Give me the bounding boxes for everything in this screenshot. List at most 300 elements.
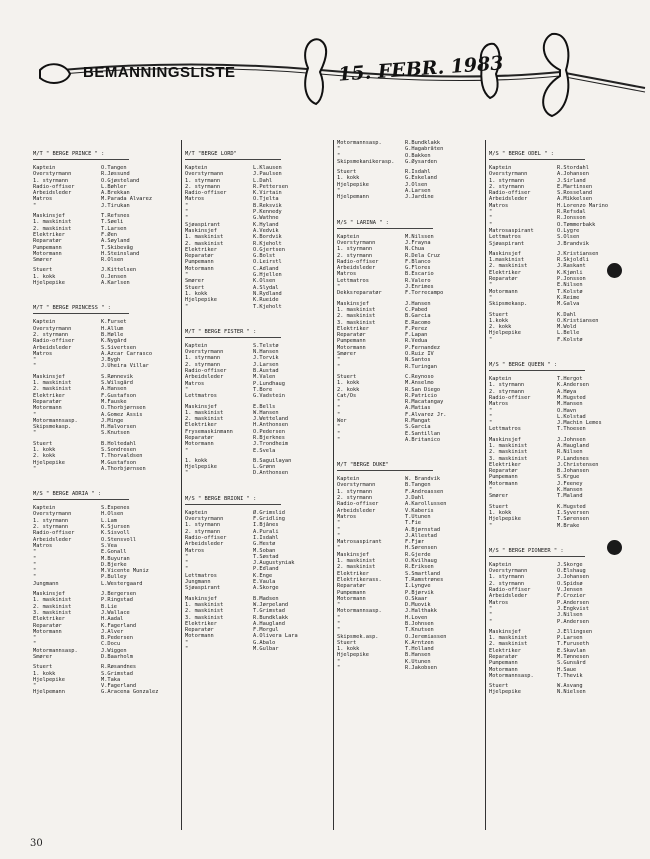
crew-name: S.Garcia	[405, 424, 431, 431]
crew-name: E.Vaula	[253, 579, 276, 586]
crew-role: Maskinsjef	[185, 227, 217, 234]
crew-name: B.Tangen	[405, 482, 431, 489]
crew-name: B.Pedersen	[101, 635, 133, 642]
crew-role: Arbeidsleder	[489, 196, 528, 203]
crew-role: Hjelpepike	[337, 181, 369, 188]
crew-name: E.Svela	[253, 447, 276, 454]
crew-role: "	[489, 522, 493, 529]
crew-name: B.Johnsen	[405, 621, 434, 627]
crew-name: J.Paulsen	[253, 171, 282, 178]
crew-group	[489, 437, 632, 500]
crew-group	[185, 165, 328, 310]
crew-name: P.Ringstad	[101, 597, 133, 604]
crew-role: Overstyrmann	[185, 171, 224, 178]
crew-role: Motormann	[337, 344, 366, 351]
crew-name: A.Karollussen	[405, 501, 447, 508]
crew-name: P.Edland	[253, 566, 279, 573]
crew-role: 2. maskinist	[489, 641, 528, 648]
crew-role: "	[33, 555, 37, 562]
crew-row	[185, 470, 328, 476]
crew-name: W.Asvang	[557, 683, 583, 690]
crew-role: Matros	[185, 547, 205, 554]
crew-group	[33, 267, 176, 286]
crew-role: 2. maskinist	[185, 608, 224, 615]
crew-name: R.Dela Cruz	[405, 252, 441, 259]
crew-role: "	[185, 566, 189, 573]
crew-name: T.Refsnes	[101, 213, 130, 220]
crew-name: E.Bells	[253, 403, 276, 410]
crew-role: Maskinsjef	[33, 373, 65, 380]
crew-role: Radio-offiser	[337, 258, 379, 265]
crew-role: 1. kokk	[185, 290, 208, 297]
crew-role: 1. styrmann	[33, 177, 69, 184]
crew-name: B.Austad	[253, 368, 279, 375]
crew-name: M.Hansen	[557, 401, 583, 408]
crew-group	[185, 343, 328, 400]
crew-role: Wer	[337, 417, 347, 424]
crew-name: F.Crozier	[557, 593, 586, 600]
crew-role: Overstyrmann	[33, 511, 72, 518]
crew-name: O.Jeremiassen	[405, 633, 447, 640]
crew-name: O.Gjertsen	[253, 246, 285, 253]
crew-name: N.Hansen	[253, 349, 279, 356]
crew-row	[33, 689, 176, 695]
crew-name: R.Skjoldli	[557, 257, 589, 264]
crew-role: Motormannsasp.	[489, 672, 534, 679]
crew-role: Motormann	[489, 480, 518, 487]
crew-name: D.Bjerke	[101, 561, 127, 568]
crew-group	[33, 505, 176, 587]
crew-name: B.Lie	[101, 603, 117, 610]
crew-name: K.Kjønli	[557, 269, 583, 276]
crew-role: Sjøaspirant	[489, 240, 525, 247]
crew-name: B.Holtedahl	[101, 440, 137, 447]
crew-group	[33, 441, 176, 472]
crew-group	[185, 404, 328, 454]
crew-row	[489, 689, 632, 695]
crew-name: J.Machin Lemes	[557, 420, 602, 427]
crew-row	[489, 673, 632, 679]
column-2	[185, 140, 328, 830]
crew-row	[489, 523, 632, 529]
crew-role: "	[33, 465, 37, 472]
crew-role: 1. maskinist	[489, 635, 528, 642]
crew-role: 2. maskinist	[337, 564, 376, 571]
crew-role: Arbeidsleder	[489, 593, 528, 600]
crew-role: Maskinsjef	[489, 436, 521, 443]
crew-role: "	[185, 560, 189, 567]
ship-title: M/T "BERGE LORD"	[185, 151, 281, 160]
crew-role: Hjelpepike	[489, 330, 521, 337]
crew-name: A.Haugland	[253, 620, 285, 627]
ship-title: M/S " BERGE BRIONI " :	[185, 496, 281, 505]
crew-name: K.Fagerland	[101, 622, 137, 629]
crew-name: O.Elshaug	[557, 568, 586, 575]
ship-section	[489, 140, 632, 343]
crew-role: Cat/Os	[337, 392, 357, 399]
crew-name: F.Torrecampo	[405, 290, 444, 297]
page-number: 30	[30, 838, 43, 849]
crew-name: F.Gustafson	[101, 392, 137, 399]
crew-name: L.Grønn	[253, 464, 276, 471]
crew-role: "	[33, 363, 37, 370]
crew-role: "	[33, 635, 37, 642]
crew-role: Motormannsasp.	[33, 417, 78, 424]
crew-role: Maskinsjef	[337, 551, 369, 558]
crew-name: K.Nygård	[101, 338, 127, 345]
crew-role: "	[337, 614, 341, 621]
crew-name: E.Racomo	[405, 319, 431, 326]
crew-role: 1. maskinist	[337, 306, 376, 313]
crew-row	[185, 448, 328, 454]
crew-name: A.Matias	[405, 405, 431, 412]
crew-name: C.Adland	[253, 265, 279, 272]
crew-name: F.Morgul	[253, 627, 279, 634]
crew-row	[489, 241, 632, 247]
crew-name: A.Haugland	[557, 442, 589, 449]
crew-role: Skipsmek.asp.	[337, 633, 379, 640]
crew-name: L.Westergaard	[101, 580, 143, 587]
crew-role: Motormann	[185, 441, 214, 448]
crew-role: "	[185, 646, 189, 652]
crew-name: O.Tangen	[101, 165, 127, 171]
crew-row	[33, 430, 176, 436]
crew-role: Radio-offiser	[185, 368, 227, 375]
crew-role: 1. kokk	[33, 670, 56, 677]
crew-role: 2. styrmann	[185, 183, 221, 190]
crew-name: R.Bundklakk	[405, 140, 441, 146]
crew-name: M.Hugsted	[557, 394, 586, 401]
crew-name: J.Augustyniak	[253, 560, 295, 567]
crew-role: Lettmatros	[337, 277, 369, 284]
crew-role: Sjøaspirant	[185, 585, 221, 592]
crew-name: J.Brandvik	[557, 240, 589, 247]
crew-role: Pumpemann	[337, 338, 366, 345]
crew-name: J.Sirland	[557, 177, 586, 184]
crew-name: S.Telstø	[253, 342, 279, 349]
crew-role: Matrosaspirant	[337, 539, 382, 546]
crew-role: Smører	[33, 257, 53, 264]
crew-name: P.Lundhaug	[253, 380, 285, 387]
header-title: BEMANNINGSLISTE	[83, 64, 236, 81]
crew-name: J.Larsen	[253, 361, 279, 368]
crew-name: A.Purali	[253, 528, 279, 535]
crew-role: "	[337, 424, 341, 431]
crew-role: Lettmatros	[489, 234, 521, 241]
crew-name: B.Hølle	[101, 331, 124, 338]
crew-role: Skipsmekasp.	[489, 301, 528, 308]
crew-name: O.Gjøsteland	[101, 177, 140, 184]
crew-role: "	[489, 294, 493, 301]
crew-role: Kaptein	[33, 165, 56, 171]
crew-name: G.Bolst	[253, 253, 276, 260]
crew-name: H.Olsen	[101, 511, 124, 518]
crew-name: L.Kolstad	[557, 413, 586, 420]
crew-role: Overstyrmann	[33, 171, 72, 178]
crew-name: I.Isdahl	[253, 534, 279, 541]
ship-section	[489, 351, 632, 529]
crew-name: M.Anselmo	[405, 380, 434, 387]
crew-group	[337, 374, 480, 443]
crew-group	[33, 591, 176, 660]
punch-hole	[607, 540, 622, 555]
crew-name: L.Dahl	[253, 177, 273, 184]
crew-name: R.Macatangay	[405, 399, 444, 406]
ship-section	[489, 537, 632, 696]
crew-role: Stuert	[33, 267, 53, 274]
crew-role: "	[489, 487, 493, 494]
crew-name: F.Perez	[405, 325, 428, 332]
crew-role: "	[185, 209, 189, 216]
crew-name: M.Parada Alvarez	[101, 196, 153, 203]
crew-role: "	[489, 209, 493, 216]
crew-role: "	[489, 618, 493, 625]
crew-role: Kaptein	[33, 319, 56, 326]
crew-role: Reparatør	[185, 627, 214, 634]
crew-role: 1. styrmann	[185, 522, 221, 529]
crew-name: R.Turingan	[405, 363, 437, 370]
crew-role: Hjelpepike	[489, 689, 521, 696]
crew-role: 1. maskinist	[185, 601, 224, 608]
crew-role: Motormannsasp.	[337, 140, 382, 146]
crew-role: Matros	[489, 202, 509, 209]
crew-group	[337, 140, 480, 165]
crew-role: Skipsmekasp.	[33, 424, 72, 431]
crew-role: "	[33, 561, 37, 568]
crew-role: Elektriker	[185, 422, 217, 429]
crew-name: J.Raskant	[557, 263, 586, 270]
crew-name: J.Johnsen	[557, 436, 586, 443]
crew-role: Elektriker	[337, 570, 369, 577]
crew-name: T.Kolstø	[557, 288, 583, 295]
crew-role: Motormann	[489, 666, 518, 673]
crew-name: R.Gjerde	[405, 551, 431, 558]
crew-role: Stuert	[489, 683, 509, 690]
crew-name: J.Trondheim	[253, 441, 289, 448]
crew-name: F.Blanco	[405, 258, 431, 265]
crew-name: L.Bøhler	[101, 183, 127, 190]
crew-role: Elektriker	[185, 246, 217, 253]
crew-role: Radio-offiser	[33, 338, 75, 345]
crew-name: L.Lam	[101, 517, 117, 524]
crew-role: Smører	[489, 493, 509, 500]
crew-name: B.Escario	[405, 271, 434, 278]
crew-name: T.Grimstad	[253, 608, 285, 615]
crew-name: R.Bundklakk	[253, 614, 289, 621]
crew-name: A.Karlsen	[101, 280, 130, 287]
crew-name: T.Thoesen	[557, 426, 586, 433]
crew-role: 2. kokk	[33, 453, 56, 460]
crew-name: S.Gunsård	[557, 660, 586, 667]
crew-role: Motormann	[185, 633, 214, 640]
crew-role: 1. kokk	[185, 457, 208, 464]
crew-role: Stuert	[33, 664, 53, 671]
crew-role: 2. styrmann	[185, 528, 221, 535]
crew-name: Ø.Grimslid	[253, 509, 285, 516]
crew-name: S.Sivertsen	[101, 344, 137, 351]
crew-name: H.Halvorsen	[101, 424, 137, 431]
crew-role: 2. kokk	[489, 324, 512, 331]
crew-role: Maskinsjef	[33, 213, 65, 220]
crew-name: K.Reime	[557, 294, 580, 301]
crew-name: G.Flores	[405, 265, 431, 272]
crew-role: Matros	[185, 380, 205, 387]
crew-group	[489, 165, 632, 247]
crew-role: 2. styrmann	[337, 495, 373, 502]
crew-role: Arbeidsleder	[337, 507, 376, 514]
crew-name: H.Saue	[557, 666, 577, 673]
crew-role: 2. maskinist	[185, 240, 224, 247]
crew-name: R.Jonsson	[557, 215, 586, 222]
crew-name: M.Valen	[253, 374, 276, 381]
crew-group	[489, 683, 632, 696]
crew-name: A.Johansen	[557, 171, 589, 178]
crew-role: Lettmatros	[489, 426, 521, 433]
crew-role: Stuert	[489, 503, 509, 510]
crew-name: T.Sørensen	[557, 516, 589, 523]
crew-name: S.Knutsen	[101, 430, 130, 437]
crew-role: Arbeidsleder	[337, 265, 376, 272]
crew-name: K.Olsen	[253, 278, 276, 285]
crew-name: A.Hansen	[101, 386, 127, 393]
crew-role: Stuert	[185, 284, 205, 291]
crew-role: 1. kokk	[33, 273, 56, 280]
crew-role: Motormann	[33, 405, 62, 412]
crew-name: J.Wiggen	[101, 647, 127, 654]
crew-role: Stuert	[337, 639, 357, 646]
crew-name: N.Santos	[405, 357, 431, 364]
crew-role: "	[337, 627, 341, 634]
crew-name: K.Rueide	[253, 297, 279, 304]
crew-name: S.Sondresen	[101, 446, 137, 453]
crew-name: N.Rydland	[253, 290, 282, 297]
crew-group	[489, 376, 632, 433]
crew-role: Arbeidsleder	[33, 344, 72, 351]
crew-role: Overstyrmann	[489, 171, 528, 178]
crew-role: Kaptein	[489, 165, 512, 171]
crew-role: Stuert	[489, 311, 509, 318]
crew-name: S.Wilsgård	[101, 380, 133, 387]
crew-name: O.Pedersen	[253, 428, 285, 435]
crew-name: M.Tønnesen	[557, 654, 589, 660]
crew-name: M.Brake	[557, 522, 580, 529]
crew-role: Arbeidsleder	[33, 536, 72, 543]
crew-role: 2. maskinist	[337, 313, 376, 320]
crew-group	[489, 629, 632, 679]
crew-role: 1.maskinist	[489, 257, 525, 264]
crew-role: Maskinsjef	[185, 403, 217, 410]
crew-name: G.Hestø	[253, 541, 276, 548]
crew-role: Matrosaspirant	[489, 227, 534, 234]
crew-name: G.Hagabråten	[405, 146, 444, 153]
crew-name: A.Olivera Lara	[253, 633, 298, 640]
crew-role: "	[337, 399, 341, 406]
crew-role: Hjelpepike	[33, 280, 65, 287]
crew-row	[489, 619, 632, 625]
crew-role: Overstyrmann	[489, 568, 528, 575]
crew-name: A.Slydal	[253, 284, 279, 291]
crew-name: H.Allum	[101, 325, 124, 332]
crew-name: I.Lyngve	[405, 583, 431, 590]
crew-row	[337, 364, 480, 370]
crew-name: K.Sisvoll	[101, 530, 130, 537]
crew-role: Elektriker	[337, 325, 369, 332]
crew-role: "	[337, 188, 341, 195]
crew-role: 2. maskinist	[489, 449, 528, 456]
crew-group	[33, 165, 176, 209]
crew-name: J.Halthakk	[405, 608, 437, 615]
crew-name: J.Wallace	[101, 609, 130, 616]
crew-role: Smører	[185, 278, 205, 285]
crew-row	[185, 585, 328, 591]
crew-name: T.Utunen	[405, 513, 431, 520]
crew-role: Elektriker	[489, 269, 521, 276]
crew-role: 1. maskinist	[33, 380, 72, 387]
crew-name: C.Reynoso	[405, 373, 434, 380]
crew-role: Lettmatros	[185, 572, 217, 579]
crew-name: J.Minge	[101, 417, 124, 424]
crew-role: 3. maskinist	[337, 319, 376, 326]
crew-name: A.Vedvik	[253, 227, 279, 234]
crew-role: Reparatør	[489, 468, 518, 475]
crew-role: "	[185, 470, 189, 477]
crew-name: O.Tømmerbakk	[557, 221, 596, 228]
crew-role: "	[185, 272, 189, 279]
crew-name: L.Belle	[557, 330, 580, 337]
crew-role: Radio-offiser	[185, 534, 227, 541]
crew-name: S.Grimstad	[101, 670, 133, 677]
crew-name: R.Valero	[405, 277, 431, 284]
crew-name: S.Espenes	[101, 505, 130, 512]
crew-name: G.Aracena Gonzalez	[101, 689, 159, 696]
crew-row	[33, 280, 176, 286]
crew-name: R.Vedua	[405, 338, 428, 345]
crew-name: T.Hergot	[557, 376, 583, 383]
crew-name: O.Ruiz IV	[405, 351, 434, 358]
crew-name: P.Larsen	[557, 635, 583, 642]
crew-role: Arbeidsleder	[185, 541, 224, 548]
crew-role: "	[489, 420, 493, 427]
crew-name: R.Stordahl	[557, 165, 589, 171]
crew-role: "	[337, 436, 341, 443]
crew-name: K.Virtain	[253, 190, 282, 197]
crew-name: J.Johansen	[557, 574, 589, 581]
crew-row	[33, 581, 176, 587]
crew-name: T.Ramstrønes	[405, 576, 444, 583]
crew-name: J.Bygh	[101, 357, 121, 364]
crew-name: V.Kaberis	[405, 507, 434, 514]
crew-role: 1. styrmann	[489, 382, 525, 389]
crew-name: T.Holland	[405, 646, 434, 653]
crew-role: Stuert	[33, 440, 53, 447]
crew-name: A.Brekkan	[101, 190, 130, 197]
crew-name: G.Vadstein	[253, 393, 285, 400]
crew-name: F.Alvarez Jr.	[405, 411, 447, 418]
crew-role: 1. kokk	[489, 509, 512, 516]
crew-role: Dekksreparatør	[337, 290, 382, 297]
crew-role: 3. maskinist	[33, 609, 72, 616]
crew-role: Jungmann	[33, 580, 59, 587]
crew-name: T.Thevik	[557, 672, 583, 679]
crew-name: C.Pabed	[405, 306, 428, 313]
crew-name: P.Bulley	[101, 574, 127, 581]
crew-name: P.Bjørvik	[405, 589, 434, 596]
crew-role: Maskinsjef	[337, 300, 369, 307]
crew-name: K.Bordvik	[253, 234, 282, 241]
crew-name: P.Andersen	[557, 599, 589, 606]
crew-name: M.Fauske	[101, 398, 127, 405]
crew-row	[489, 493, 632, 499]
